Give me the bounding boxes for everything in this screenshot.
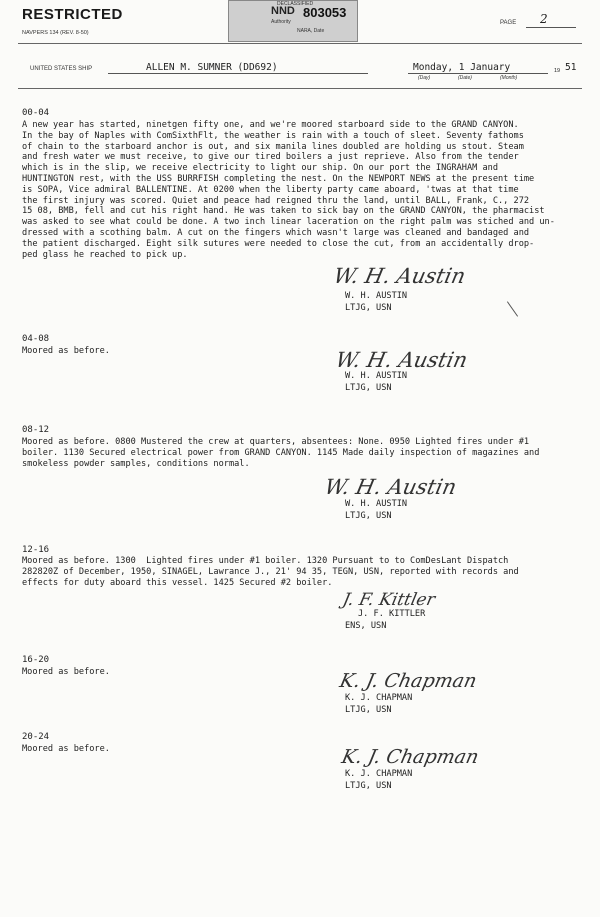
officer-rank: LTJG, USN — [345, 303, 392, 313]
log-entry-text: Moored as before. — [22, 667, 110, 677]
handwritten-signature: W. H. Austin — [331, 264, 468, 288]
stamp-declassified-label: DECLASSIFIED — [277, 1, 314, 7]
watch-label: 12-16 — [22, 545, 50, 555]
watch-label: 04-08 — [22, 334, 50, 344]
handwritten-signature: W. H. Austin — [333, 348, 470, 372]
officer-rank: LTJG, USN — [345, 705, 392, 715]
officer-rank: LTJG, USN — [345, 511, 392, 521]
handwritten-signature: K. J. Chapman — [337, 670, 479, 692]
handwritten-signature: W. H. Austin — [322, 475, 459, 499]
ship-name-line — [108, 73, 368, 74]
year-prefix: 19 — [554, 68, 561, 74]
log-entry-text: A new year has started, ninetgen fifty one, and we're moored starboard side to the GRAND CANYON. In the bay of Naples with ComSixthFlt, the weather is rain with a touch of sleet. Seventy fathoms of chain to the starboard anchor is out, and six manila lines doubled are holding us stout. Steam and fresh water we must receive, to give our tired boilers a just reprieve. Also from the tender which is in the slip, we receive electricity to light our ship. On our port the INGRAHAM and HUNTINGTON rest, with the USS BURRFISH completing the nest. On the NEWPORT NEWS at the present time is SOPA, Vice admiral BALLENTINE. At 0200 when the liberty party came aboard, 'twas at that time the first injury was scored. Quiet and peace had reigned thru the land, until BALL, Frank, C., 272 15 08, BMB, fell and cut his right hand. He was taken to sick bay on the GRAND CANYON, the pharmacist was asked to see what could be done. A two inch linear laceration on the right palm was stiched and un- dressed with a scothing balm. A cut on the fingers which wasn't large was cleaned and bandaged and the patient discharged. Eight silk sutures were needed to close the cut, from an accidentally drop- ped glass he reached to pick up. — [22, 120, 555, 260]
officer-name: K. J. CHAPMAN — [345, 693, 413, 703]
page-label: PAGE — [500, 20, 517, 26]
ship-rule — [18, 88, 582, 89]
date-line — [408, 73, 548, 74]
officer-name: J. F. KITTLER — [358, 609, 426, 619]
stamp-nara-label: NARA, Date — [297, 28, 325, 34]
handwritten-signature: K. J. Chapman — [339, 746, 481, 768]
watch-label: 20-24 — [22, 732, 50, 742]
date-caption: (Date) — [458, 75, 472, 81]
watch-label: 08-12 — [22, 425, 50, 435]
stray-mark — [507, 301, 518, 316]
log-entry-text: Moored as before. — [22, 744, 110, 754]
officer-rank: LTJG, USN — [345, 383, 392, 393]
page-number-line — [526, 27, 576, 28]
officer-rank: ENS, USN — [345, 621, 387, 631]
officer-name: W. H. AUSTIN — [345, 291, 408, 301]
log-date: Monday, 1 January — [413, 62, 511, 73]
stamp-authority-number: 803053 — [303, 5, 347, 20]
officer-name: W. H. AUSTIN — [345, 371, 408, 381]
watch-label: 16-20 — [22, 655, 50, 665]
day-caption: (Day) — [418, 75, 431, 81]
form-number: NAVPERS 134 (REV. 8-50) — [22, 30, 89, 36]
page-number: 2 — [540, 12, 548, 26]
handwritten-signature: J. F. Kittler — [340, 590, 437, 610]
ship-label: UNITED STATES SHIP — [30, 66, 93, 72]
log-entry-text: Moored as before. 0800 Mustered the crew at quarters, absentees: None. 0950 Lighted fires under #1 boiler. 1130 Secured electrical power from GRAND CANYON. 1145 Made daily inspection of magazines and smokeless powder samples, conditions normal. — [22, 437, 540, 469]
month-caption: (Month) — [500, 75, 518, 81]
log-entry-text: Moored as before. — [22, 346, 110, 356]
classification-marking: RESTRICTED — [22, 6, 123, 23]
stamp-authority-label: Authority — [271, 19, 291, 25]
log-year: 51 — [565, 62, 577, 73]
officer-name: K. J. CHAPMAN — [345, 769, 413, 779]
officer-rank: LTJG, USN — [345, 781, 392, 791]
declassification-stamp — [228, 0, 358, 42]
header-rule — [18, 43, 582, 44]
log-entry-text: Moored as before. 1300 Lighted fires under #1 boiler. 1320 Pursuant to to ComDesLant Dispatch 282820Z of December, 1950, SINAGEL, Lawrance J., 21' 94 35, TEGN, USN, reported with records and effects for duty aboard this vessel. 1425 Secured #2 boiler. — [22, 556, 519, 588]
ship-name: ALLEN M. SUMNER (DD692) — [146, 62, 278, 73]
watch-label: 00-04 — [22, 108, 50, 118]
officer-name: W. H. AUSTIN — [345, 499, 408, 509]
stamp-authority-prefix: NND — [271, 5, 295, 17]
